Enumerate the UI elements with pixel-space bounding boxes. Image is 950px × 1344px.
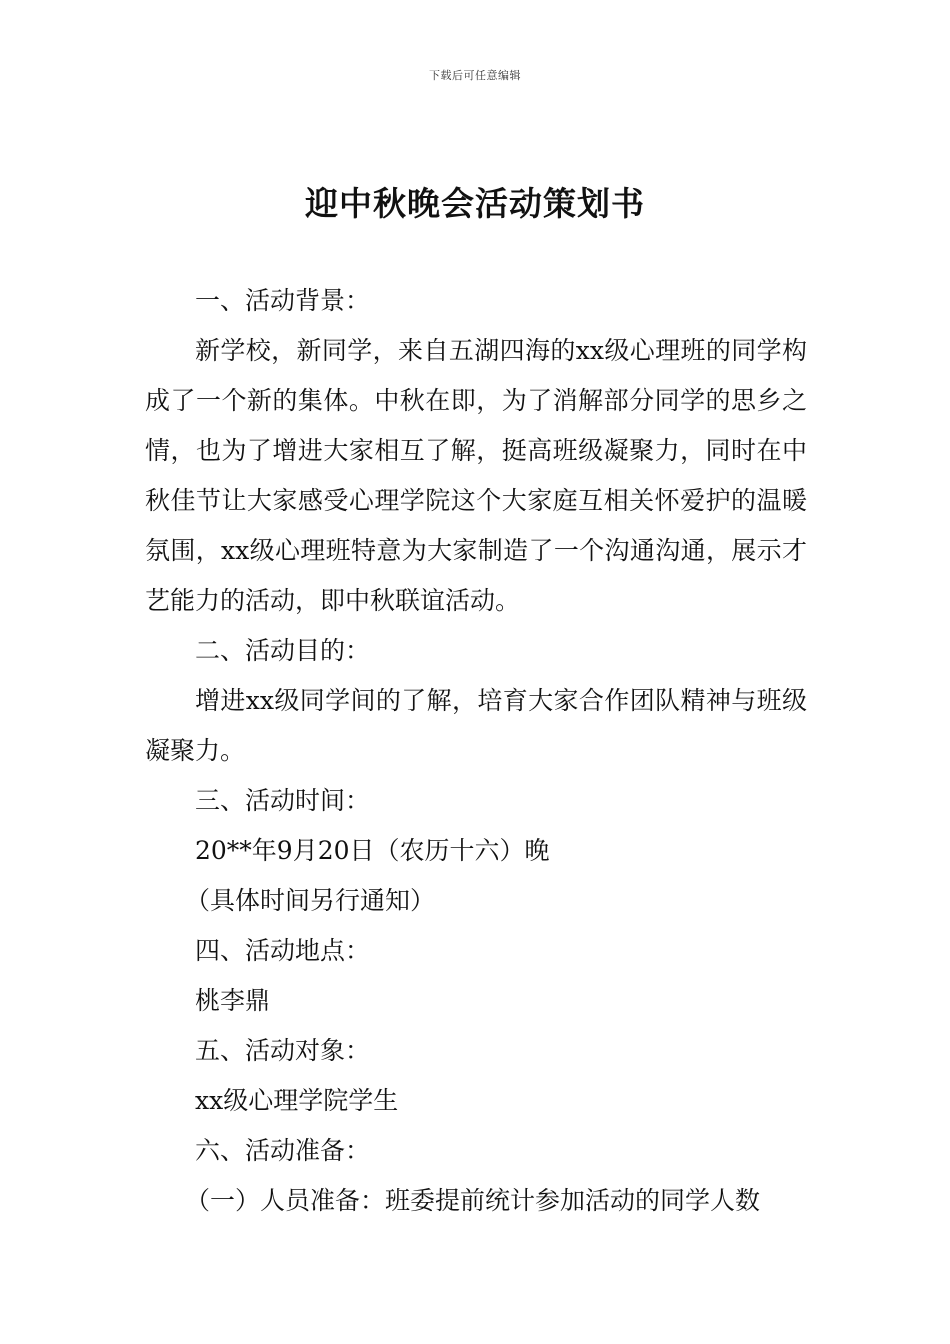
section-6-heading: 六、活动准备：: [195, 1136, 371, 1165]
section-4-heading: 四、活动地点：: [195, 936, 371, 965]
section-2-paragraph: 增进xx级同学间的了解，培育大家合作团队精神与班级凝聚力。: [145, 686, 807, 765]
section-2-heading: 二、活动目的：: [195, 636, 371, 665]
section-6-item-1: （一）人员准备：班委提前统计参加活动的同学人数: [185, 1186, 761, 1215]
section-5-audience: xx级心理学院学生: [195, 1086, 399, 1115]
section-3-heading: 三、活动时间：: [195, 786, 371, 815]
section-1-paragraph: 新学校，新同学，来自五湖四海的xx级心理班的同学构成了一个新的集体。中秋在即，为了消解部分同学的思乡之情，也为了增进大家相互了解，挺高班级凝聚力，同时在中秋佳节让大家感受心理学院这个大家庭互相关怀爱护的温暖氛围，xx级心理班特意为大家制造了一个沟通沟通，展示才艺能力的活动，即中秋联谊活动。: [145, 336, 807, 615]
header-note: 下载后可任意编辑: [429, 69, 521, 82]
section-4-location: 桃李鼎: [195, 986, 271, 1015]
section-5-heading: 五、活动对象：: [195, 1036, 371, 1065]
section-1-heading: 一、活动背景：: [195, 286, 371, 315]
document-body: [145, 276, 807, 1226]
document-title: 迎中秋晚会活动策划书: [305, 184, 645, 223]
section-3-date: 20**年9月20日（农历十六）晚: [195, 836, 550, 865]
section-3-note: （具体时间另行通知）: [185, 886, 436, 915]
